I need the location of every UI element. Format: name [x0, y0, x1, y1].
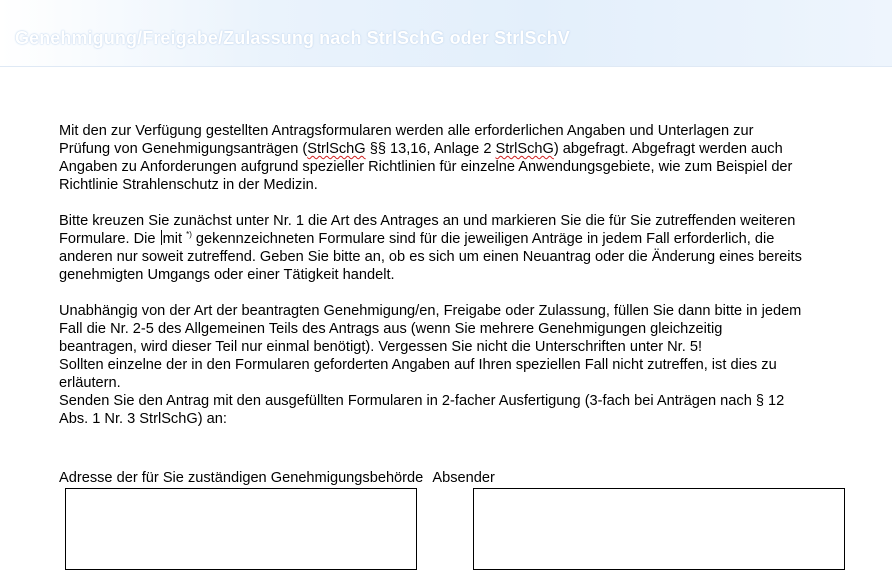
text-line: Richtlinie Strahlenschutz in der Medizin.	[59, 177, 318, 193]
text-line: genehmigten Umgangs oder einer Tätigkeit handelt.	[59, 267, 395, 283]
text-line	[59, 230, 879, 248]
text-line: Sollten einzelne der in den Formularen geforderten Angaben auf Ihren speziellen Fall nicht zutreffen, ist dies zu	[59, 357, 777, 373]
header-band	[0, 0, 892, 67]
sender-label: Absender	[432, 470, 495, 486]
text-line: Angaben zu Anforderungen aufgrund spezieller Richtlinien für einzelne Anwendungsgebiete, wie zum Beispiel der	[59, 159, 793, 175]
text-line: Mit den zur Verfügung gestellten Antragsformularen werden alle erforderlichen Angaben und Unterlagen zur	[59, 123, 754, 139]
text-segment: Formulare. Die	[59, 231, 160, 247]
text-segment: Prüfung von Genehmigungsanträgen (	[59, 141, 308, 157]
text-line: Bitte kreuzen Sie zunächst unter Nr. 1 die Art des Antrages an und markieren Sie die für Sie zutreffenden weiteren	[59, 213, 796, 229]
paragraph-instructions	[59, 212, 879, 284]
sender-address-field[interactable]	[473, 488, 845, 570]
text-segment: mit	[162, 231, 187, 247]
text-cursor	[161, 230, 162, 245]
text-segment: gekennzeichneten Formulare sind für die jeweiligen Anträge in jedem Fall erforderlich, die	[191, 231, 775, 247]
text-line: Unabhängig von der Art der beantragten Genehmigung/en, Freigabe oder Zulassung, füllen Sie dann bitte in jedem	[59, 303, 802, 319]
text-line	[59, 140, 879, 158]
text-segment: §§ 13,16, Anlage 2	[365, 141, 496, 157]
page-title: Genehmigung/Freigabe/Zulassung nach StrlSchG oder StrlSchV	[15, 28, 570, 48]
footnote-marker: *)	[186, 230, 192, 239]
authority-address-label: Adresse der für Sie zuständigen Genehmigungsbehörde	[59, 470, 424, 486]
authority-address-field[interactable]	[65, 488, 417, 570]
text-line: Abs. 1 Nr. 3 StrlSchG) an:	[59, 411, 227, 427]
text-line: Senden Sie den Antrag mit den ausgefüllten Formularen in 2-facher Ausfertigung (3-fach bei Anträgen nach § 12	[59, 393, 785, 409]
text-line: anderen nur soweit zutreffend. Geben Sie bitte an, ob es sich um einen Neuantrag oder die Änderung eines bereits	[59, 249, 802, 265]
text-line: Fall die Nr. 2-5 des Allgemeinen Teils des Antrags aus (wenn Sie mehrere Genehmigungen gleichzeitig	[59, 321, 723, 337]
address-labels-row	[59, 470, 495, 486]
paragraph-general-part	[59, 302, 879, 428]
text-segment: ) abgefragt. Abgefragt werden auch	[553, 141, 783, 157]
text-line: erläutern.	[59, 375, 121, 391]
text-line: beantragen, wird dieser Teil nur einmal benötigt). Vergessen Sie nicht die Unterschriften unter Nr. 5!	[59, 339, 703, 355]
spellcheck-flagged-word[interactable]: StrlSchG	[495, 141, 554, 157]
paragraph-intro	[59, 122, 879, 194]
document-body[interactable]	[59, 122, 879, 428]
spellcheck-flagged-word[interactable]: StrlSchG	[307, 141, 366, 157]
